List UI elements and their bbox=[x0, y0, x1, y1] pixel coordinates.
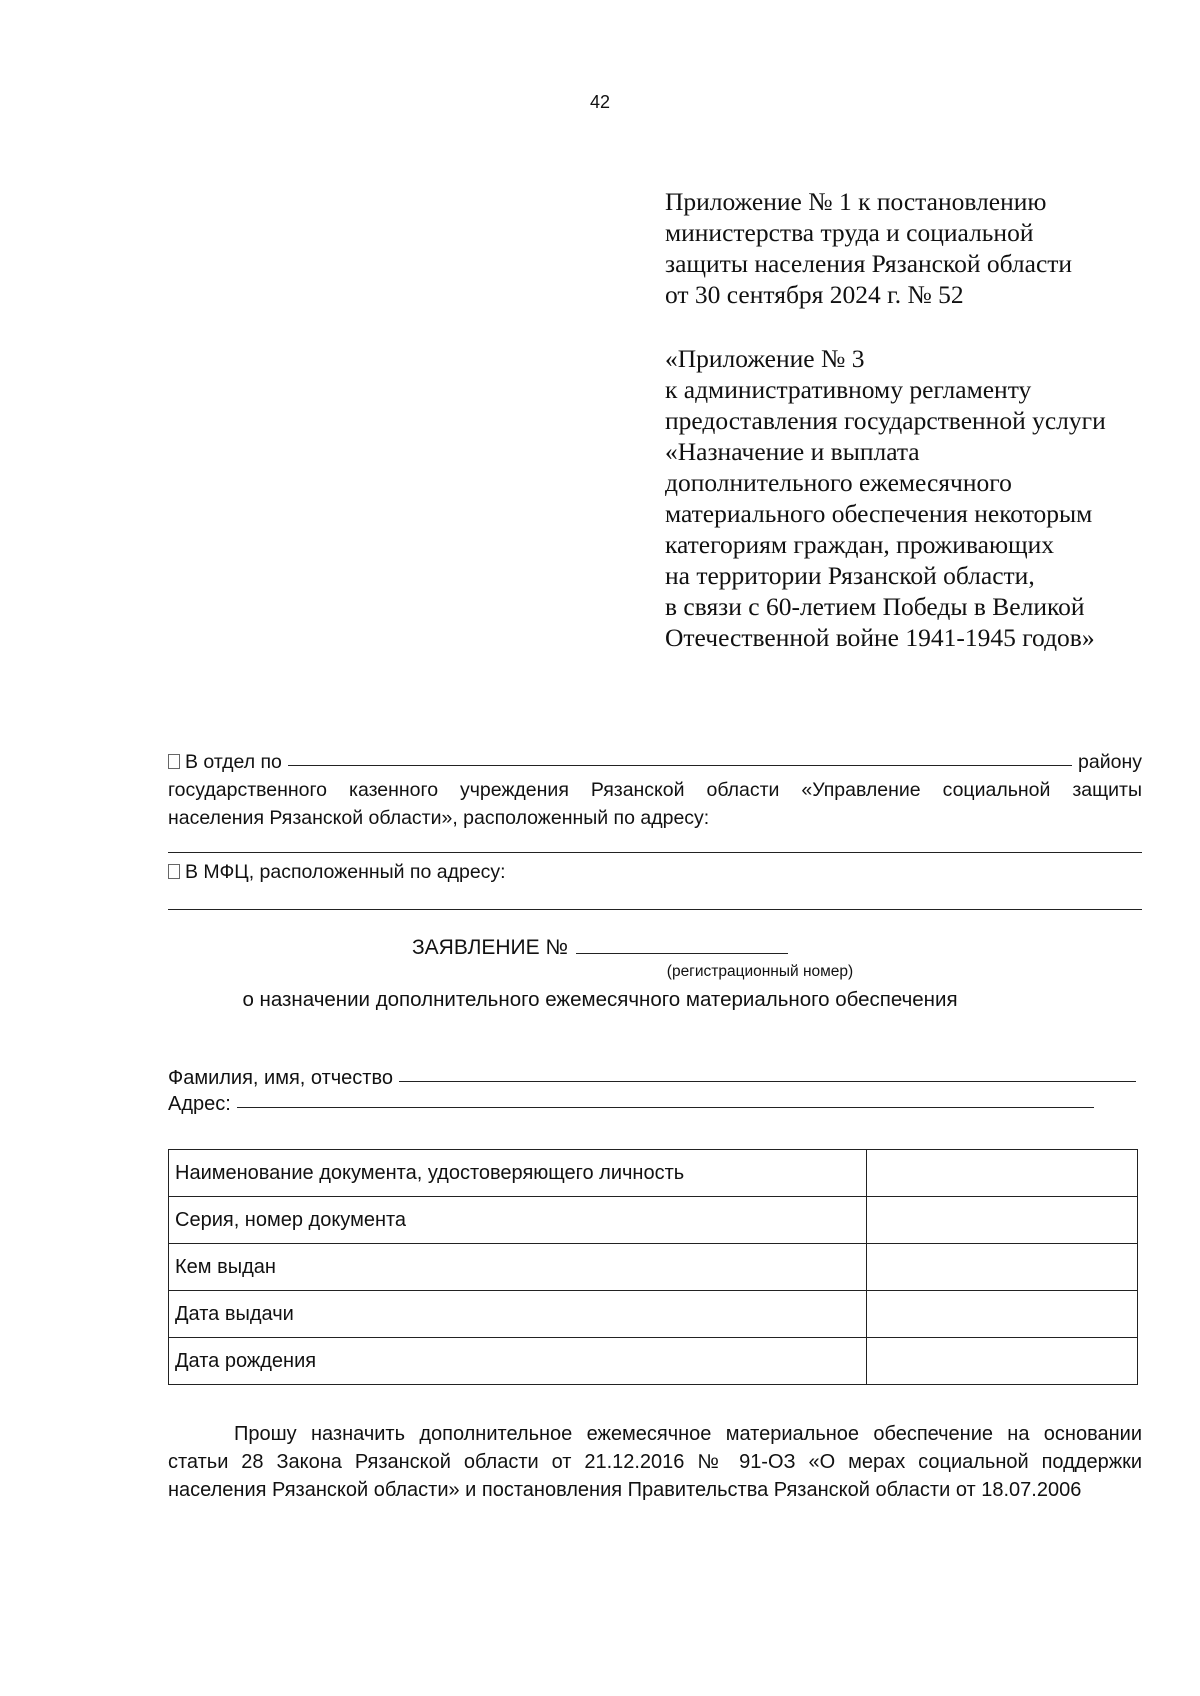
district-field[interactable] bbox=[288, 764, 1072, 766]
appendix-3-line: «Назначение и выплата bbox=[665, 437, 920, 466]
appendix-1-line: министерства труда и социальной bbox=[665, 218, 1034, 247]
appendix-3-line: предоставления государственной услуги bbox=[665, 406, 1106, 435]
table-label-cell: Серия, номер документа bbox=[169, 1197, 867, 1244]
page-number: 42 bbox=[589, 92, 611, 112]
mfc-row bbox=[168, 858, 1142, 886]
appendix-3-header bbox=[665, 343, 1106, 653]
table-row bbox=[169, 1197, 1138, 1244]
registration-number-field[interactable] bbox=[576, 952, 788, 954]
fio-row bbox=[168, 1064, 1142, 1092]
appendix-3-line: категориям граждан, проживающих bbox=[665, 530, 1055, 559]
mfc-option bbox=[168, 858, 1142, 886]
address-label: Адрес: bbox=[168, 1093, 231, 1115]
application-subject: о назначении дополнительного ежемесячного материального обеспечения bbox=[242, 988, 958, 1011]
dept-row bbox=[168, 748, 1142, 776]
dept-suffix: району bbox=[1078, 751, 1142, 773]
table-value-cell[interactable] bbox=[867, 1338, 1138, 1385]
address-row bbox=[168, 1090, 1100, 1118]
table-label-cell: Наименование документа, удостоверяющего личность bbox=[169, 1150, 867, 1197]
table-row bbox=[169, 1338, 1138, 1385]
fio-field[interactable] bbox=[399, 1080, 1136, 1082]
appendix-3-line: к административному регламенту bbox=[665, 375, 1032, 404]
request-paragraph bbox=[168, 1420, 1142, 1504]
appendix-3-line: материального обеспечения некоторым bbox=[665, 499, 1093, 528]
appendix-1-line: Приложение № 1 к постановлению bbox=[665, 187, 1047, 216]
table-row bbox=[169, 1244, 1138, 1291]
application-title-label: ЗАЯВЛЕНИЕ № bbox=[411, 936, 569, 959]
appendix-3-line: дополнительного ежемесячного bbox=[665, 468, 1012, 497]
appendix-3-line: на территории Рязанской области, bbox=[665, 561, 1035, 590]
mfc-address-field[interactable] bbox=[168, 909, 1142, 910]
application-title bbox=[0, 936, 1200, 960]
appendix-3-line: в связи с 60-летием Победы в Великой bbox=[665, 592, 1085, 621]
dept-prefix: В отдел по bbox=[185, 751, 282, 773]
table-label-cell: Дата рождения bbox=[169, 1338, 867, 1385]
dept-line-2: государственного казенного учреждения Рязанской области «Управление социальной защиты bbox=[168, 779, 1142, 801]
table-row bbox=[169, 1291, 1138, 1338]
dept-line-3: населения Рязанской области», расположенный по адресу: bbox=[168, 807, 710, 829]
dept-checkbox[interactable] bbox=[168, 754, 180, 769]
address-field[interactable] bbox=[237, 1106, 1094, 1108]
appendix-3-line: «Приложение № 3 bbox=[665, 344, 865, 373]
table-value-cell[interactable] bbox=[867, 1244, 1138, 1291]
appendix-1-line: защиты населения Рязанской области bbox=[665, 249, 1073, 278]
registration-number-note: (регистрационный номер) bbox=[666, 963, 854, 980]
appendix-1-header bbox=[665, 186, 1072, 310]
id-document-table bbox=[168, 1149, 1138, 1385]
mfc-checkbox[interactable] bbox=[168, 864, 180, 879]
dept-option bbox=[168, 748, 1142, 832]
mfc-text: В МФЦ, расположенный по адресу: bbox=[185, 861, 506, 883]
table-value-cell[interactable] bbox=[867, 1291, 1138, 1338]
request-text: Прошу назначить дополнительное ежемесячное материальное обеспечение на основании статьи 28 Закона Рязанской области от 21.12.2016 № 91-ОЗ «О мерах социальной поддержки населения Рязанской области» и постановления Правительства Рязанской области от 18.07.2006 bbox=[168, 1423, 1142, 1501]
table-value-cell[interactable] bbox=[867, 1197, 1138, 1244]
table-label-cell: Кем выдан bbox=[169, 1244, 867, 1291]
table-label-cell: Дата выдачи bbox=[169, 1291, 867, 1338]
appendix-3-line: Отечественной войне 1941-1945 годов» bbox=[665, 623, 1095, 652]
appendix-1-line: от 30 сентября 2024 г. № 52 bbox=[665, 280, 964, 309]
dept-address-field[interactable] bbox=[168, 852, 1142, 853]
fio-label: Фамилия, имя, отчество bbox=[168, 1067, 393, 1089]
table-row bbox=[169, 1150, 1138, 1197]
table-value-cell[interactable] bbox=[867, 1150, 1138, 1197]
